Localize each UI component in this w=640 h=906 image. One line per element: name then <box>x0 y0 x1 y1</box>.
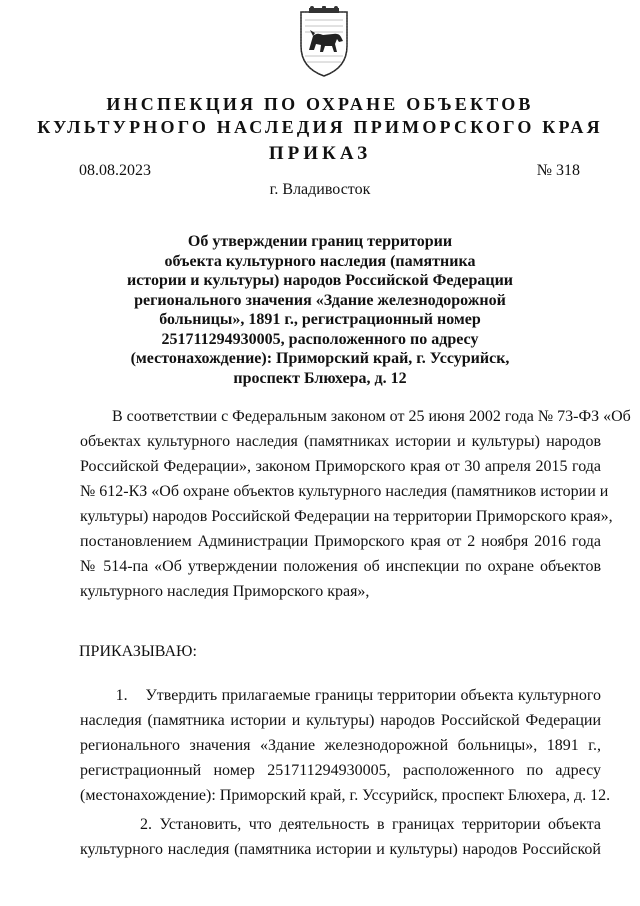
order-word: ПРИКАЗЫВАЮ: <box>79 643 197 660</box>
document-city: г. Владивосток <box>269 181 371 198</box>
paragraph-line: Российской Федерации», законом Приморского края от 30 апреля 2015 года <box>80 458 601 475</box>
document-type: ПРИКАЗ <box>268 143 372 164</box>
subject-line: 251711294930005, расположенного по адресу <box>161 330 479 348</box>
item-1-paragraph <box>80 683 611 808</box>
paragraph-line: объектах культурного наследия (памятниках истории и культуры) народов <box>80 433 601 450</box>
subject-line: объекта культурного наследия (памятника <box>164 252 476 270</box>
paragraph-line: № 612-КЗ «Об охране объектов культурного наследия (памятников истории и <box>80 483 609 500</box>
subject-line: Об утверждении границ территории <box>187 233 453 250</box>
subject-line: истории и культуры) народов Российской Федерации <box>126 272 514 289</box>
organization-name-line2: КУЛЬТУРНОГО НАСЛЕДИЯ ПРИМОРСКОГО КРАЯ <box>37 117 603 137</box>
subject-line: (местонахождение): Приморский край, г. Уссурийск, <box>130 350 510 367</box>
paragraph-line: культурного наследия (памятника истории и культуры) народов Российской <box>80 841 601 858</box>
paragraph-line: 1. Утвердить прилагаемые границы территории объекта культурного <box>80 687 601 704</box>
paragraph-line: культуры) народов Российской Федерации на территории Приморского края», <box>80 508 613 525</box>
subject-line: больницы», 1891 г., регистрационный номер <box>159 311 481 328</box>
item-2-paragraph <box>80 812 601 862</box>
paragraph-line: № 514-па «Об утверждении положения об инспекции по охране объектов <box>80 558 601 575</box>
paragraph-line: 2. Установить, что деятельность в границах территории объекта <box>80 816 601 833</box>
paragraph-line: регионального значения «Здание железнодорожной больницы», 1891 г., <box>80 737 601 754</box>
paragraph-line: В соответствии с Федеральным законом от 25 июня 2002 года № 73-ФЗ «Об <box>80 408 631 425</box>
document-date: 08.08.2023 <box>79 162 151 179</box>
paragraph-line: регистрационный номер 251711294930005, расположенного по адресу <box>80 762 601 779</box>
paragraph-line: культурного наследия Приморского края», <box>80 583 370 600</box>
subject-line: проспект Блюхера, д. 12 <box>233 369 407 387</box>
document-subject <box>0 232 640 388</box>
paragraph-line: постановлением Администрации Приморского края от 2 ноября 2016 года <box>80 533 601 550</box>
coat-of-arms-icon <box>297 6 351 78</box>
organization-name-line1: ИНСПЕКЦИЯ ПО ОХРАНЕ ОБЪЕКТОВ <box>106 94 534 114</box>
paragraph-line: наследия (памятника истории и культуры) народов Российской Федерации <box>80 712 601 729</box>
preamble-paragraph <box>80 404 631 604</box>
subject-line: регионального значения «Здание железнодорожной <box>134 291 506 309</box>
document-number: № 318 <box>536 162 580 179</box>
paragraph-line: (местонахождение): Приморский край, г. Уссурийск, проспект Блюхера, д. 12. <box>80 787 611 804</box>
